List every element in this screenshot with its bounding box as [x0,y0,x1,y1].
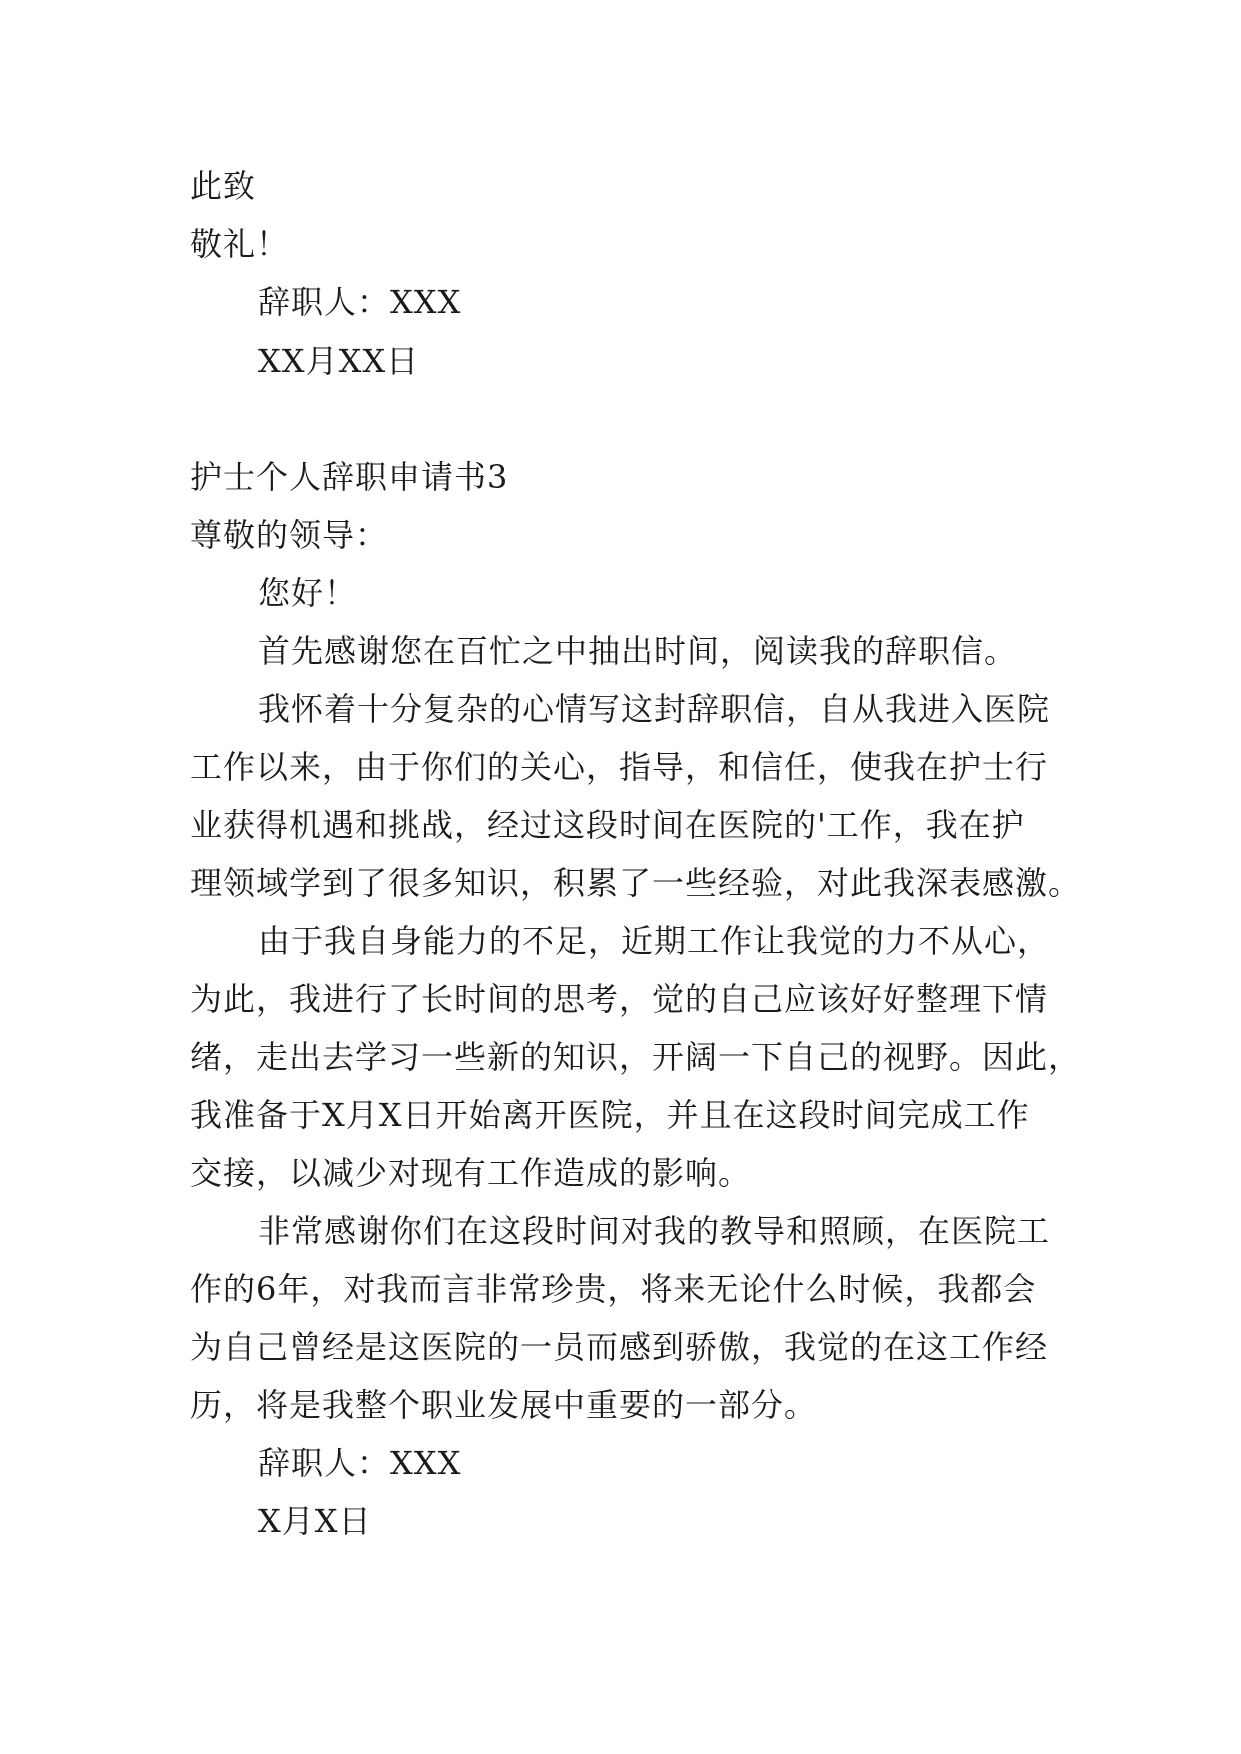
closing-salutation-2: 敬礼！ [190,225,290,263]
letter-hello: 您好！ [258,574,358,612]
paragraph-line: 我准备于X月X日开始离开医院，并且在这段时间完成工作 [190,1096,1030,1134]
closing-signer: 辞职人：XXX [258,283,462,321]
letter-date: X月X日 [258,1502,372,1540]
closing-date: XX月XX日 [258,342,420,380]
paragraph-line: 作的6年，对我而言非常珍贵，将来无论什么时候，我都会 [190,1270,1037,1308]
paragraph-line: 工作以来，由于你们的关心，指导，和信任，使我在护士行 [190,748,1049,786]
paragraph-line: 非常感谢你们在这段时间对我的教导和照顾，在医院工 [258,1212,1051,1250]
letter-title: 护士个人辞职申请书3 [190,458,509,496]
paragraph-line: 交接，以减少对现有工作造成的影响。 [190,1154,752,1192]
paragraph-line: 首先感谢您在百忙之中抽出时间，阅读我的辞职信。 [258,632,1018,670]
letter-greeting: 尊敬的领导： [190,516,389,554]
letter-signer: 辞职人：XXX [258,1444,462,1482]
paragraph-line: 由于我自身能力的不足，近期工作让我觉的力不从心， [258,922,1051,960]
paragraph-line: 绪，走出去学习一些新的知识，开阔一下自己的视野。因此， [190,1038,1082,1076]
paragraph-line: 业获得机遇和挑战，经过这段时间在医院的'工作，我在护 [190,806,1025,844]
paragraph-line: 历，将是我整个职业发展中重要的一部分。 [190,1386,818,1424]
paragraph-line: 我怀着十分复杂的心情写这封辞职信，自从我进入医院 [258,690,1051,728]
paragraph-line: 为此，我进行了长时间的思考，觉的自己应该好好整理下情 [190,980,1049,1018]
paragraph-line: 为自己曾经是这医院的一员而感到骄傲，我觉的在这工作经 [190,1328,1049,1366]
closing-salutation-1: 此致 [190,167,257,205]
paragraph-line: 理领域学到了很多知识，积累了一些经验，对此我深表感激。 [190,864,1082,902]
